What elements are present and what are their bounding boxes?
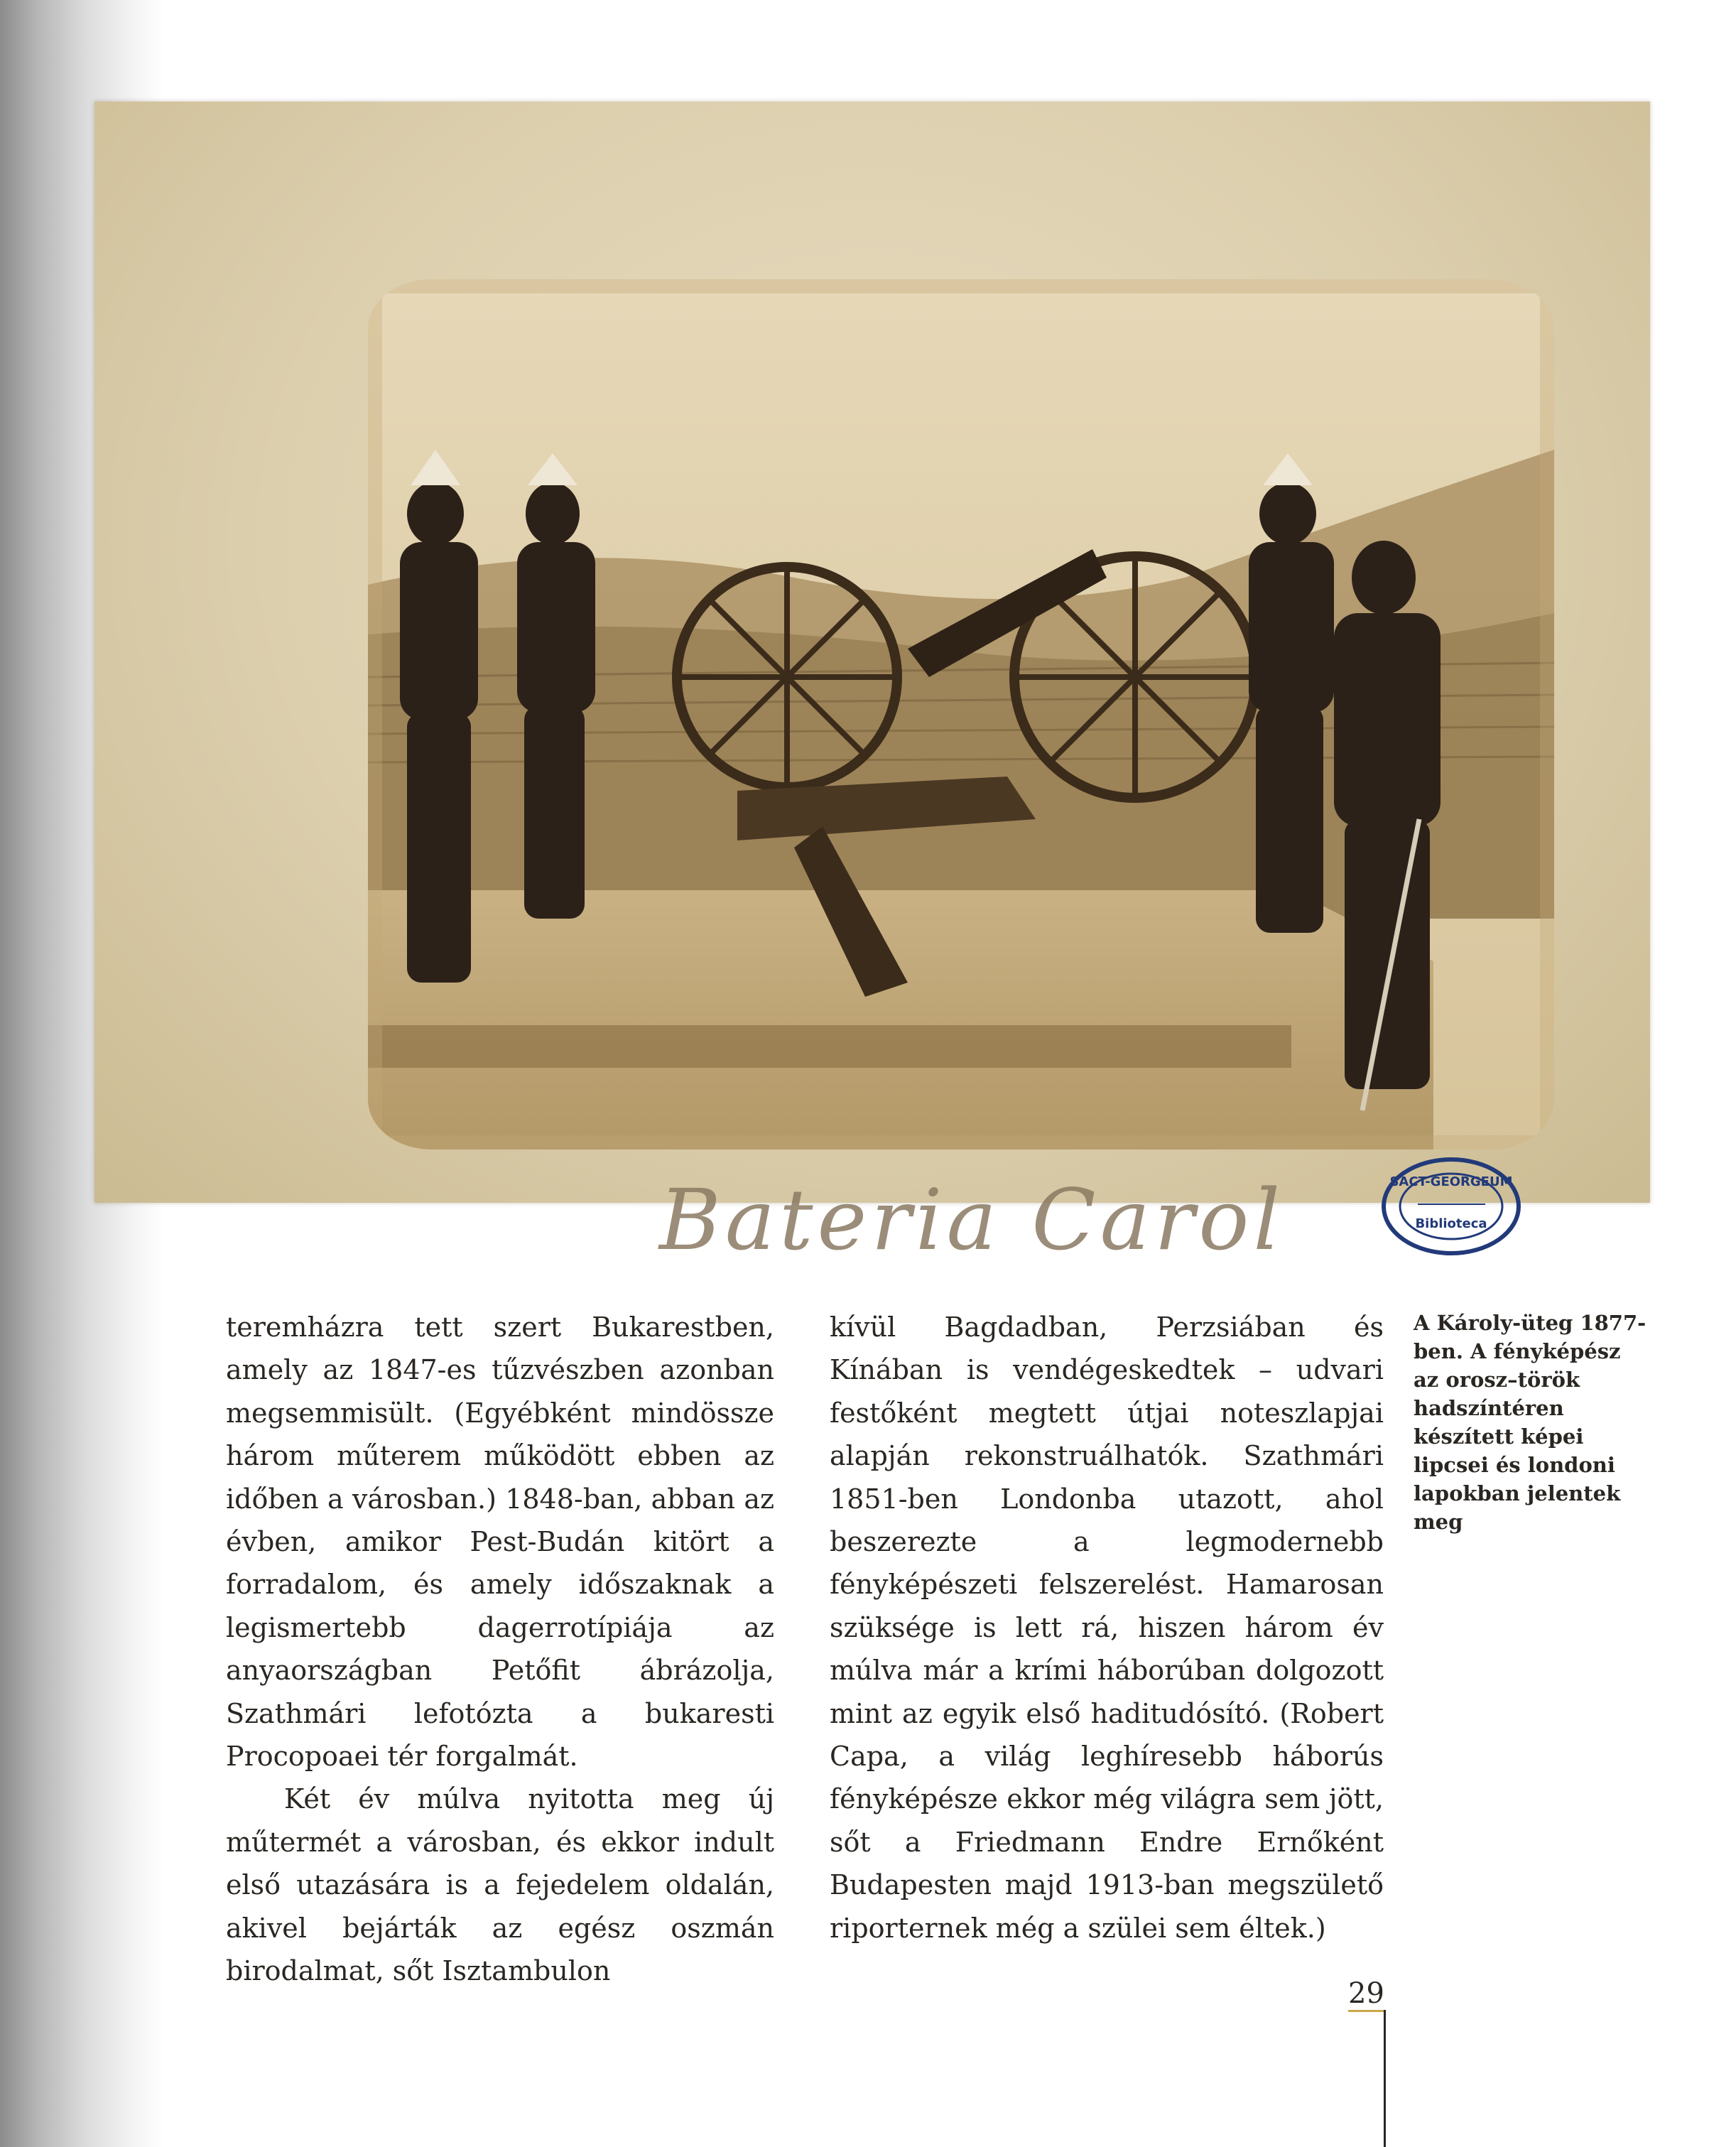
page-number-rule-vertical (1384, 2010, 1386, 2147)
column1-paragraph1: teremházra tett szert Bukarestben, amely az 1847-es tűzvészben azonban megsemmisült. (Egyébként mindössze három műterem működött ebben az időben a városban.) 1848-ban, abban az évben, amikor Pest-Budán kitört a forradalom, és amely időszaknak a legismertebb dagerrotípiája az anyaországban Petőfit ábrázolja, Szathmári lefotózta a bukaresti Procopoaei tér forgalmát. (226, 1312, 774, 1773)
handwritten-caption: Bateria Carol (659, 1171, 1285, 1269)
photo-mount (94, 102, 1650, 1269)
library-stamp (1379, 1153, 1524, 1260)
page-number-rule-horizontal (1348, 2010, 1384, 2012)
battery-photo-illustration (368, 279, 1554, 1150)
column2-paragraph1: kívül Bagdadban, Perzsiában és Kínában is vendégeskedtek – udvari festőként megtett útjai noteszlapjai alapján rekonstruálhatók. Szathmári 1851-ben Londonba utazott, ahol beszerezte a legmodernebb fényképészeti felszerelést. Hamarosan szüksége is lett rá, hiszen három év múlva már a krími háborúban dolgozott mint az egyik első haditudósító. (Robert Capa, a világ leghíresebb háborús fényképésze ekkor még világra sem jött, sőt a Friedmann Endre Ernőként Budapesten majd 1913-ban megszülető riporternek még a szülei sem éltek.) (830, 1312, 1384, 1944)
photo-side-caption: A Károly-üteg 1877-ben. A fényképész az orosz–török hadszíntéren készített képei lipcsei és londoni lapokban jelentek meg (1414, 1311, 1647, 1534)
text-column-2 (830, 1306, 1384, 1949)
page-number: 29 (1348, 1977, 1384, 2010)
column1-paragraph2: Két év múlva nyitotta meg új műtermét a városban, és ekkor indult első utazására is a fejedelem oldalán, akivel bejárták az egész oszmán birodalmat, sőt Isztambulon (226, 1783, 774, 1987)
svg-text:SACT-GEORGEUM: SACT-GEORGEUM (1389, 1174, 1513, 1189)
historical-photograph (368, 279, 1554, 1150)
svg-text:Biblioteca: Biblioteca (1415, 1216, 1487, 1231)
text-column-1 (226, 1306, 774, 1993)
